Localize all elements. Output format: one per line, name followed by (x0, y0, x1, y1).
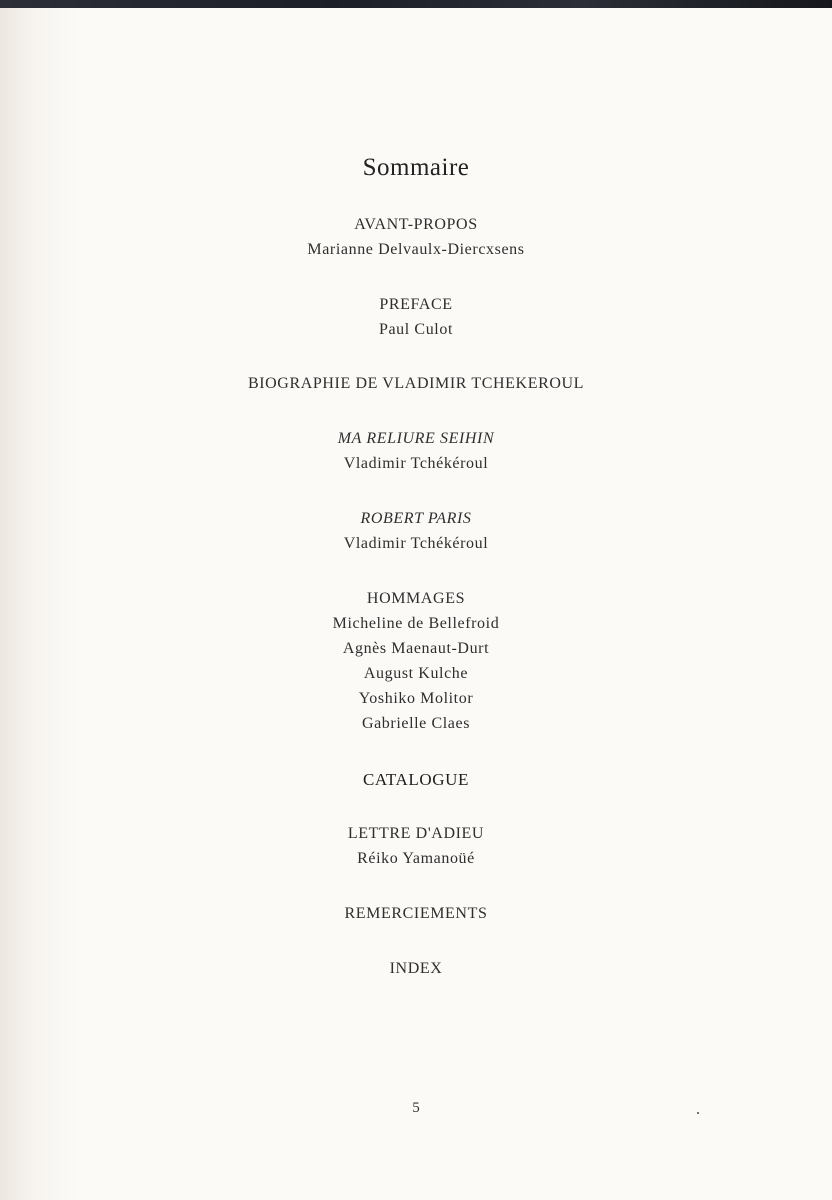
toc-heading-robert-paris: ROBERT PARIS (360, 510, 472, 527)
toc-heading-catalogue: CATALOGUE (362, 770, 470, 789)
page-title: Sommaire (362, 154, 470, 181)
toc-author-hommages: August Kulche (363, 665, 469, 682)
toc-heading-index: INDEX (389, 960, 443, 977)
toc-author-avant-propos: Marianne Delvaulx-Diercxsens (307, 241, 525, 258)
toc-heading-ma-reliure: MA RELIURE SEIHIN (337, 430, 495, 447)
toc-heading-biographie: BIOGRAPHIE DE VLADIMIR TCHEKEROUL (247, 375, 585, 392)
toc-author-hommages: Yoshiko Molitor (358, 690, 474, 707)
toc-author-robert-paris: Vladimir Tchékéroul (343, 535, 489, 552)
toc-author-hommages: Agnès Maenaut-Durt (342, 640, 490, 657)
toc-author-hommages: Micheline de Bellefroid (332, 615, 500, 632)
scan-dust-speck (697, 1112, 699, 1114)
toc-author-ma-reliure: Vladimir Tchékéroul (343, 455, 489, 472)
toc-author-hommages: Gabrielle Claes (361, 715, 471, 732)
toc-heading-remerciements: REMERCIEMENTS (344, 905, 488, 922)
toc-author-lettre-adieu: Réiko Yamanoüé (357, 850, 475, 867)
toc-heading-hommages: HOMMAGES (366, 590, 466, 607)
toc-heading-avant-propos: AVANT-PROPOS (354, 216, 478, 233)
page-number: 5 (412, 1100, 420, 1116)
toc-author-preface: Paul Culot (378, 321, 453, 338)
toc-heading-lettre-adieu: LETTRE D'ADIEU (347, 825, 485, 842)
toc-heading-preface: PREFACE (379, 296, 453, 313)
